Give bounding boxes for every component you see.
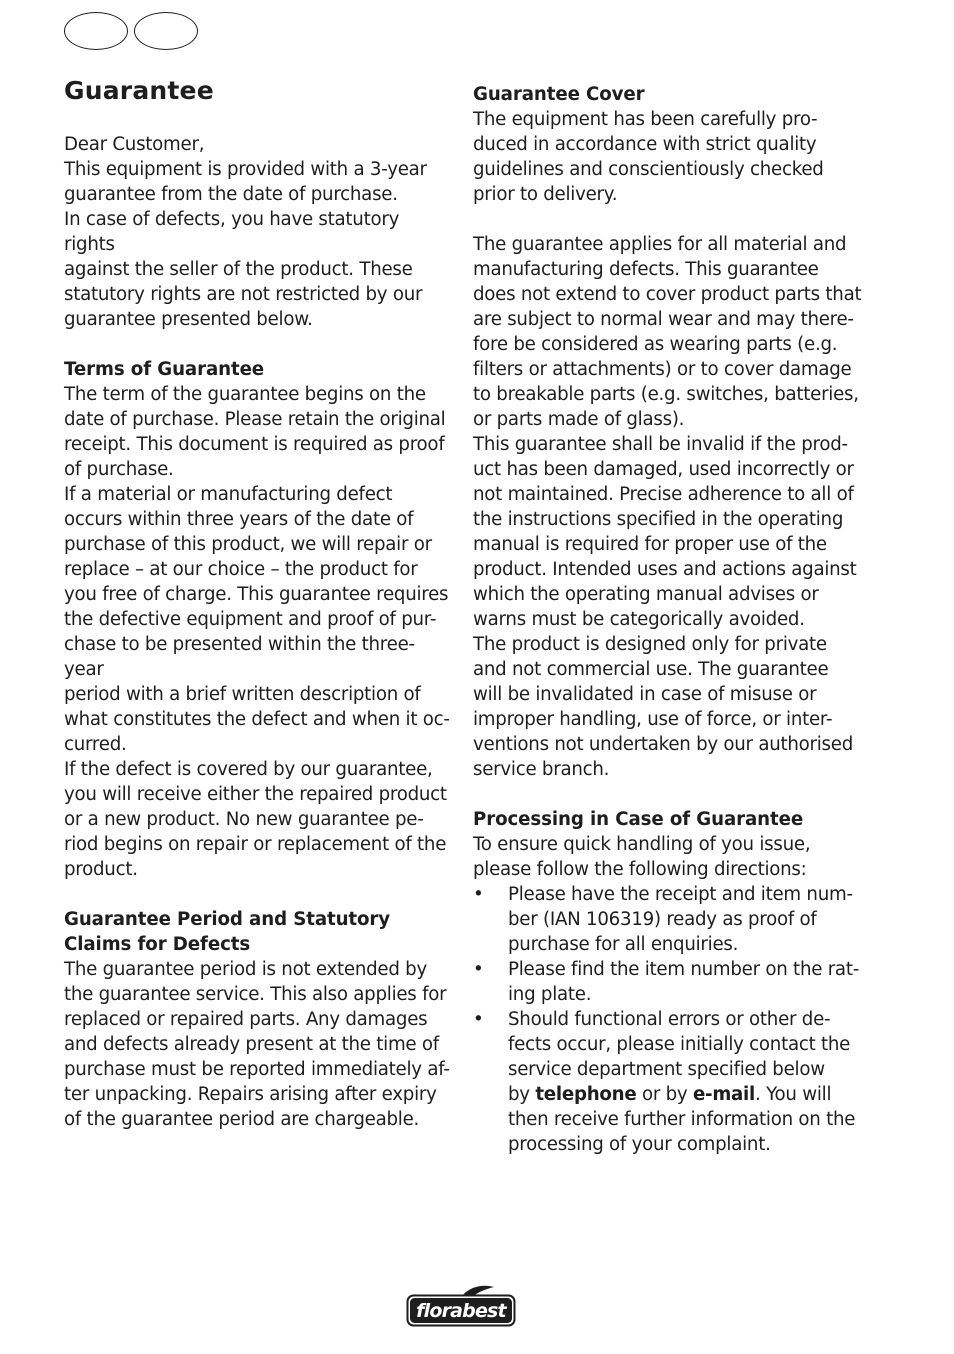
cover-paragraph-2: The guarantee applies for all material and manufacturing defects. This guarantee does not extend to cover product parts that are subject to normal wear and may there- fore be considered as wearing parts (e.g. filters or attachments) or to cover damage to breakable parts (e.g. switches, batteries, or parts made of glass). This guarantee shall be invalid if the prod- uct has been damaged, used incorrectly or not maintained. Precise adherence to all of the instructions specified in the operating manual is required for proper use of the product. Intended uses and actions against which the operating manual advises or warns must be categorically avoided. The product is designed only for private and not commercial use. The guarantee will be invalidated in case of misuse or improper handling, use of force, or inter- ventions not undertaken by our authorised service branch. [473, 234, 862, 780]
processing-intro: To ensure quick handling of you issue, please follow the following directions: [473, 834, 811, 880]
list-item [473, 1007, 865, 1157]
email-keyword: e-mail [692, 1084, 756, 1105]
bullet-icon: • [473, 884, 484, 905]
language-oval-2 [134, 12, 198, 50]
processing-heading: Processing in Case of Guarantee [473, 809, 804, 830]
bullet-text: Please find the item number on the rat- ing plate. [508, 959, 860, 1005]
bullet-icon: • [473, 1009, 484, 1030]
bullet-icon: • [473, 959, 484, 980]
list-item [473, 882, 865, 957]
bullet-text: or by [636, 1084, 693, 1105]
intro-paragraph: Dear Customer, This equipment is provided with a 3-year guarantee from the date of purchase. In case of defects, you have statutory rights against the seller of the product. These statutory rights are not restricted by our guarantee presented below. [64, 134, 427, 330]
period-paragraph: The guarantee period is not extended by the guarantee service. This also applies for replaced or repaired parts. Any damages and defects already present at the time of purchase must be reported immediately af- ter unpacking. Repairs arising after expiry of the guarantee period are chargeable. [64, 959, 450, 1130]
terms-paragraph: The term of the guarantee begins on the date of purchase. Please retain the original receipt. This document is required as proof of purchase. If a material or manufacturing defect occurs within three years of the date of purchase of this product, we will repair or replace – at our choice – the product for you free of charge. This guarantee requires the defective equipment and proof of pur- chase to be presented within the three-year period with a brief written description of what constitutes the defect and when it oc- curred. If the defect is covered by our guarantee, you will receive either the repaired product or a new product. No new guarantee pe- riod begins on repair or replacement of the product. [64, 384, 450, 880]
period-heading: Guarantee Period and Statutory Claims for Defects [64, 909, 391, 955]
bullet-text: Please have the receipt and item num- ber (IAN 106319) ready as proof of purchase for all enquiries. [508, 884, 853, 955]
right-column [473, 82, 865, 1157]
page-title: Guarantee [64, 76, 214, 105]
logo-text: florabest [416, 1300, 506, 1322]
telephone-keyword: telephone [535, 1084, 637, 1105]
cover-heading: Guarantee Cover [473, 84, 645, 105]
bullet-text: . You will then receive further information on the processing of your complaint. [508, 1084, 856, 1155]
language-oval-1 [64, 12, 128, 50]
florabest-logo [406, 1284, 516, 1328]
terms-heading: Terms of Guarantee [64, 359, 265, 380]
processing-list [473, 882, 865, 1157]
bullet-text: Should functional errors or other de- fects occur, please initially contact the service department specified below by [508, 1009, 851, 1105]
list-item [473, 957, 865, 1007]
left-column [64, 132, 452, 1132]
cover-paragraph-1: The equipment has been carefully pro- duced in accordance with strict quality guidelines and conscientiously checked prior to delivery. [473, 109, 824, 205]
